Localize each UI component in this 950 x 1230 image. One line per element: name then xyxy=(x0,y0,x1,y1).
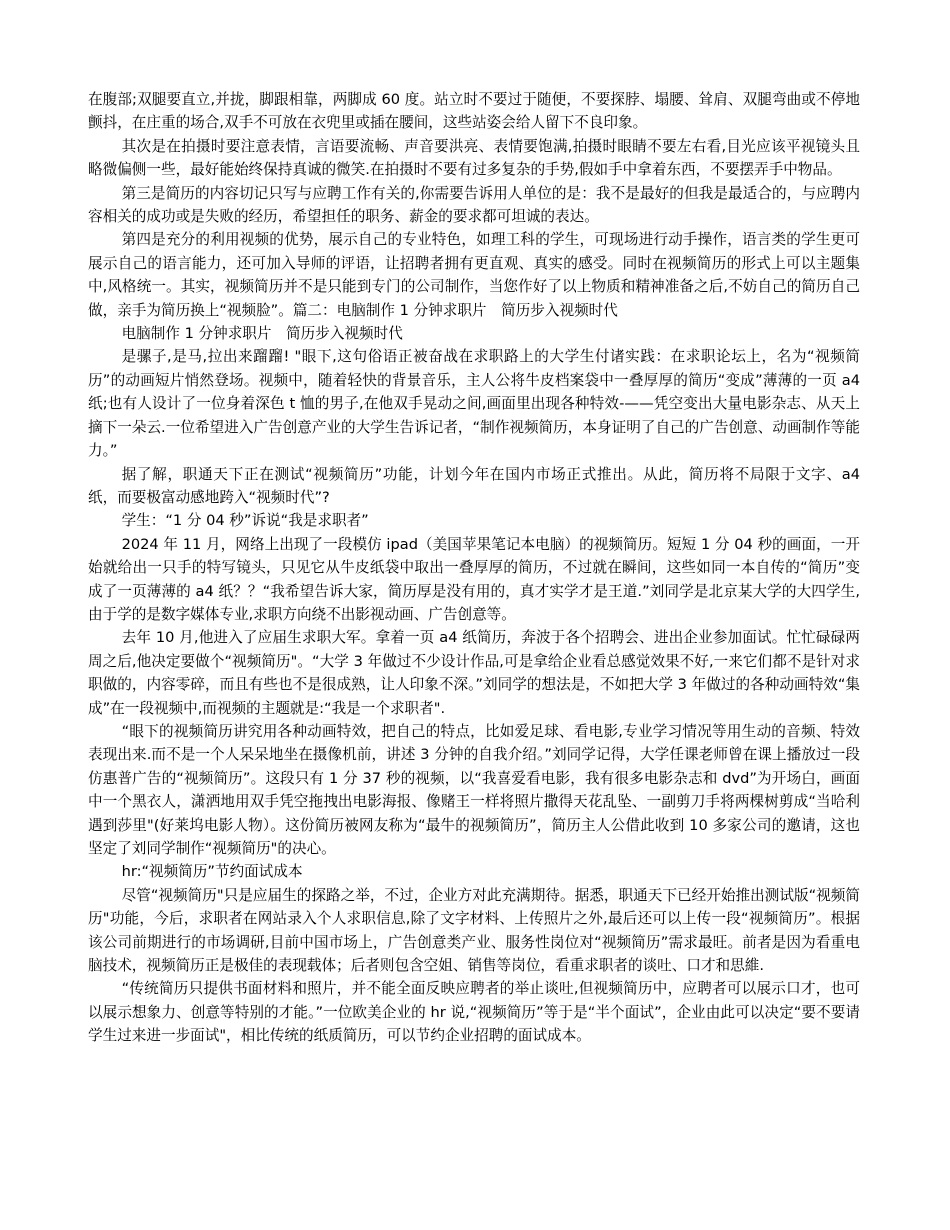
paragraph-1: 在腹部;双腿要直立,并拢，脚跟相靠，两脚成 60 度。站立时不要过于随便，不要探脖、塌腰、耸肩、双腿弯曲或不停地颤抖，在庄重的场合,双手不可放在衣兜里或插在腰间，这些站姿会给人留下不良印象。 xyxy=(88,91,860,132)
section-heading-2: 学生：“1 分 04 秒”诉说“我是求职者” xyxy=(121,512,369,530)
paragraph-7: 2024 年 11 月，网络上出现了一段模仿 ipad（美国苹果笔记本电脑）的视频简历。短短 1 分 04 秒的画面，一开始就给出一只手的特写镜头，只见它从牛皮纸袋中取出一叠厚厚的简历，不过就在瞬间，这些如同一本自传的“简历”变成了一页薄薄的 a4 纸？？“我希望告诉大家，简历厚是没有用的，真才实学才是王道.”刘同学是北京某大学的大四学生,由于学的是数字媒体专业,求职方向绕不出影视动画、广告创意等。 xyxy=(88,535,860,623)
document-body xyxy=(88,88,860,1048)
paragraph-10: 尽管“视频简历"只是应届生的探路之举，不过，企业方对此充满期待。据悉，职通天下已经开始推出测试版“视频简历"功能，今后，求职者在网站录入个人求职信息,除了文字材料、上传照片之外,最后还可以上传一段“视频简历”。根据该公司前期进行的市场调研,目前中国市场上，广告创意类产业、服务性岗位对“视频简历”需求最旺。前者是因为看重电脑技术，视频简历正是极佳的表现载体；后者则包含空姐、销售等岗位，看重求职者的谈吐、口才和思維. xyxy=(88,886,860,975)
paragraph-11: “传统简历只提供书面材料和照片，并不能全面反映应聘者的举止谈吐,但视频简历中，应聘者可以展示口才，也可以展示想象力、创意等特别的才能。”一位欧美企业的 hr 说,“视频简历”等于是“半个面试”，企业由此可以决定“要不要请学生过来进一步面试"，相比传统的纸质简历，可以节约企业招聘的面试成本。 xyxy=(88,980,860,1045)
section-heading-1: 电脑制作 1 分钟求职片 简历步入视频时代 xyxy=(121,325,403,343)
paragraph-5: 是骡子,是马,拉出来蹓蹓! "眼下,这句俗语正被奋战在求职路上的大学生付诸实践：在求职论坛上，名为“视频简历”的动画短片悄然登场。视频中，随着轻快的背景音乐，主人公将牛皮档案袋中一叠厚厚的简历“变成”薄薄的一页 a4 纸;也有人设计了一位身着深色 t 恤的男子,在他双手晃动之间,画面里出现各种特效-——凭空变出大量电影杂志、从天上摘下一朵云.一位希望进入广告创意产业的大学生告诉记者，“制作视频简历，本身证明了自己的广告创意、动画制作等能力。” xyxy=(88,348,860,460)
paragraph-8: 去年 10 月,他进入了应届生求职大军。拿着一页 a4 纸简历，奔波于各个招聘会、进出企业参加面试。忙忙碌碌两周之后,他决定要做个“视频简历"。“大学 3 年做过不少设计作品,可是拿给企业看总感觉效果不好,一来它们都不是针对求职做的，内容零碎，而且有些也不是很成熟，让人印象不深。”刘同学的想法是，不如把大学 3 年做过的各种动画特效“集成”在一段视频中,而视频的主题就是:“我是一个求职者". xyxy=(88,629,860,717)
paragraph-2: 其次是在拍摄时要注意表情，言语要流畅、声音要洪亮、表情要饱满,拍摄时眼睛不要左右看,目光应该平视镜头且略微偏侧一些，最好能始终保持真诚的微笑.在拍摄时不要有过多复杂的手势,假如手中拿着东西，不要摆弄手中物品。 xyxy=(88,137,860,179)
paragraph-6: 据了解，职通天下正在测试“视频简历”功能，计划今年在国内市场正式推出。从此，简历将不局限于文字、a4 纸，而要极富动感地跨入“视频时代”? xyxy=(88,465,860,506)
section-heading-3: hr:“视频简历”节约面试成本 xyxy=(121,863,303,881)
paragraph-4: 第四是充分的利用视频的优势，展示自己的专业特色，如理工科的学生，可现场进行动手操作，语言类的学生更可展示自己的语言能力，还可加入导师的评语，让招聘者拥有更直观、真实的感受。同时在视频简历的形式上可以主题集中,风格统一。其实，视频简历并不是只能到专门的公司制作，当您作好了以上物质和精神准备之后,不妨自己的简历自己做，亲手为简历换上“视频脸”。篇二：电脑制作 1 分钟求职片 简历步入视频时代 xyxy=(88,231,860,319)
paragraph-3: 第三是简历的内容切记只写与应聘工作有关的,你需要告诉用人单位的是：我不是最好的但我是最适合的，与应聘内容相关的成功或是失败的经历，希望担任的职务、薪金的要求都可坦诚的表达。 xyxy=(88,184,860,226)
paragraph-9: “眼下的视频简历讲究用各种动画特效，把自己的特点，比如爱足球、看电影,专业学习情况等用生动的音频、特效表现出来.而不是一个人呆呆地坐在摄像机前，讲述 3 分钟的自我介绍。”刘同学记得，大学任课老师曾在课上播放过一段仿惠普广告的“视频简历”。这段只有 1 分 37 秒的视频，以“我喜爱看电影，我有很多电影杂志和 dvd”为开场白，画面中一个黑衣人，潇洒地用双手凭空拖拽出电影海报、像赌王一样将照片撒得天花乱坠、一副剪刀手将两棵树剪成“当哈利遇到莎里"(好莱坞电影人物）。这份简历被网友称为“最牛的视频简历”，简历主人公借此收到 10 多家公司的邀请，这也坚定了刘同学制作“视频简历"的决心。 xyxy=(88,722,860,857)
